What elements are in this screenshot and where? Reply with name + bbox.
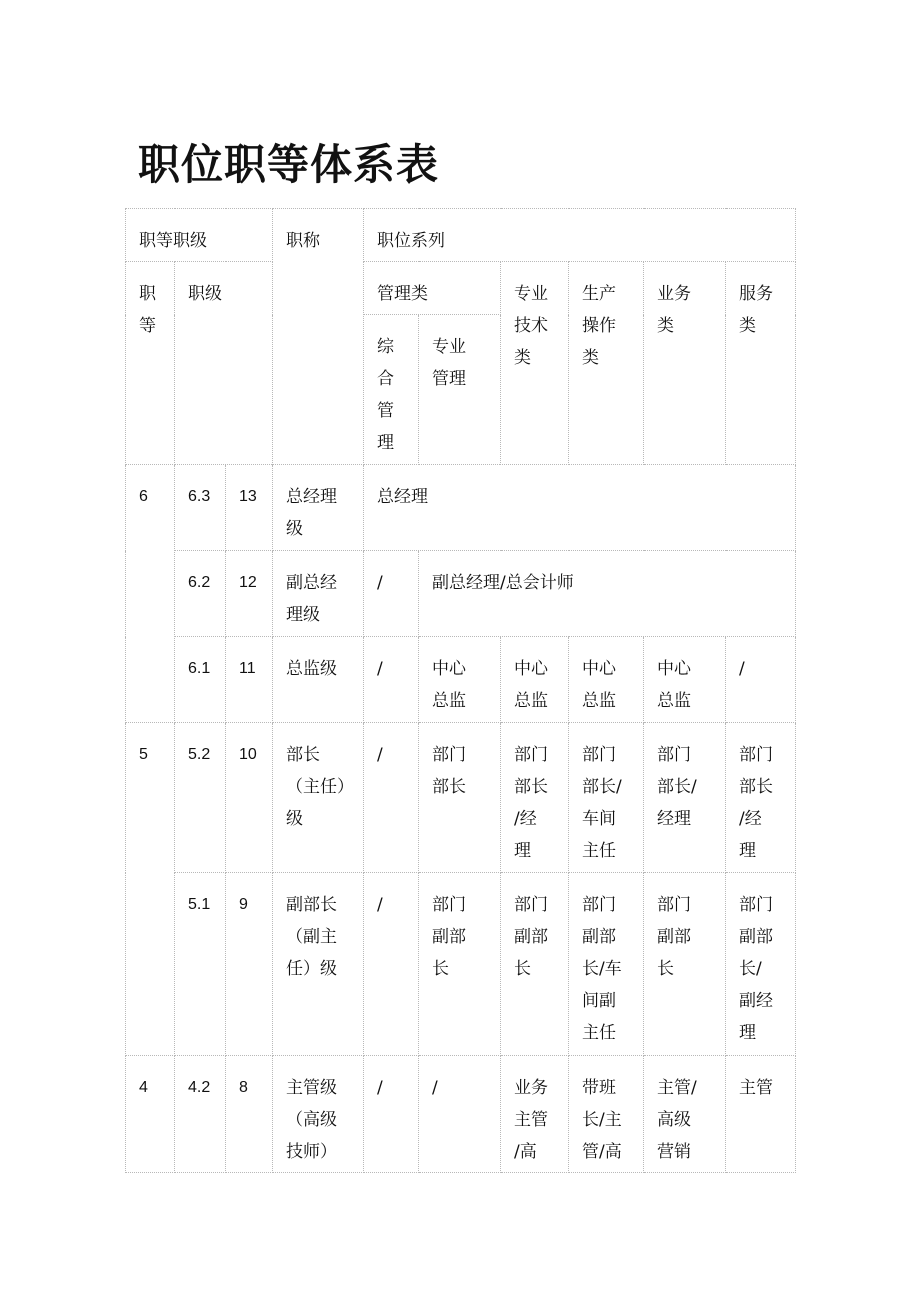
grade-cell: 5 (126, 723, 175, 1056)
prof-tech-cell: 业务 主管 /高 (501, 1056, 569, 1173)
general-mgmt-cell: / (364, 873, 419, 1056)
general-mgmt-cell: / (364, 723, 419, 873)
header-production: 生产 操作 类 (569, 262, 644, 465)
header-level: 职级 (175, 262, 273, 465)
header-job-title: 职称 (273, 209, 364, 465)
table-row (126, 873, 796, 1056)
service-cell: 部门 部长 /经 理 (726, 723, 796, 873)
service-cell: / (726, 637, 796, 723)
rank-cell: 10 (226, 723, 273, 873)
header-business: 业务 类 (644, 262, 726, 465)
table-row (126, 1056, 796, 1173)
header-general-mgmt: 综 合 管 理 (364, 315, 419, 465)
business-cell: 部门 副部 长 (644, 873, 726, 1056)
level-cell: 5.2 (175, 723, 226, 873)
series-span-cell: 副总经理/总会计师 (419, 551, 796, 637)
rank-cell: 9 (226, 873, 273, 1056)
table-row (126, 723, 796, 873)
level-cell: 5.1 (175, 873, 226, 1056)
title-cell: 总经理 级 (273, 465, 364, 551)
header-grade-level: 职等职级 (126, 209, 273, 262)
production-cell: 带班 长/主 管/高 (569, 1056, 644, 1173)
prof-mgmt-cell: 部门 副部 长 (419, 873, 501, 1056)
prof-tech-cell: 中心 总监 (501, 637, 569, 723)
series-span-cell: 总经理 (364, 465, 796, 551)
service-cell: 主管 (726, 1056, 796, 1173)
level-cell: 6.3 (175, 465, 226, 551)
table-row (126, 465, 796, 551)
title-cell: 部长 （主任） 级 (273, 723, 364, 873)
grade-cell: 6 (126, 465, 175, 723)
header-grade: 职 等 (126, 262, 175, 465)
business-cell: 中心 总监 (644, 637, 726, 723)
rank-cell: 8 (226, 1056, 273, 1173)
general-mgmt-cell: / (364, 637, 419, 723)
rank-cell: 13 (226, 465, 273, 551)
prof-tech-cell: 部门 部长 /经 理 (501, 723, 569, 873)
prof-tech-cell: 部门 副部 长 (501, 873, 569, 1056)
header-professional-mgmt: 专业 管理 (419, 315, 501, 465)
header-series: 职位系列 (364, 209, 796, 262)
rank-cell: 11 (226, 637, 273, 723)
table-row (126, 551, 796, 637)
header-professional-tech: 专业 技术 类 (501, 262, 569, 465)
prof-mgmt-cell: 部门 部长 (419, 723, 501, 873)
title-cell: 副部长 （副主 任）级 (273, 873, 364, 1056)
table-row (126, 637, 796, 723)
page-title: 职位职等体系表 (138, 140, 440, 189)
level-cell: 6.2 (175, 551, 226, 637)
grade-cell: 4 (126, 1056, 175, 1173)
general-mgmt-cell: / (364, 551, 419, 637)
business-cell: 主管/ 高级 营销 (644, 1056, 726, 1173)
production-cell: 中心 总监 (569, 637, 644, 723)
title-cell: 主管级 （高级 技师） (273, 1056, 364, 1173)
header-service: 服务 类 (726, 262, 796, 465)
prof-mgmt-cell: 中心 总监 (419, 637, 501, 723)
title-cell: 副总经 理级 (273, 551, 364, 637)
business-cell: 部门 部长/ 经理 (644, 723, 726, 873)
rank-cell: 12 (226, 551, 273, 637)
level-cell: 4.2 (175, 1056, 226, 1173)
level-cell: 6.1 (175, 637, 226, 723)
general-mgmt-cell: / (364, 1056, 419, 1173)
job-grade-table (125, 208, 796, 1173)
production-cell: 部门 副部 长/车 间副 主任 (569, 873, 644, 1056)
prof-mgmt-cell: / (419, 1056, 501, 1173)
production-cell: 部门 部长/ 车间 主任 (569, 723, 644, 873)
header-management: 管理类 (364, 262, 501, 315)
title-cell: 总监级 (273, 637, 364, 723)
service-cell: 部门 副部 长/ 副经 理 (726, 873, 796, 1056)
